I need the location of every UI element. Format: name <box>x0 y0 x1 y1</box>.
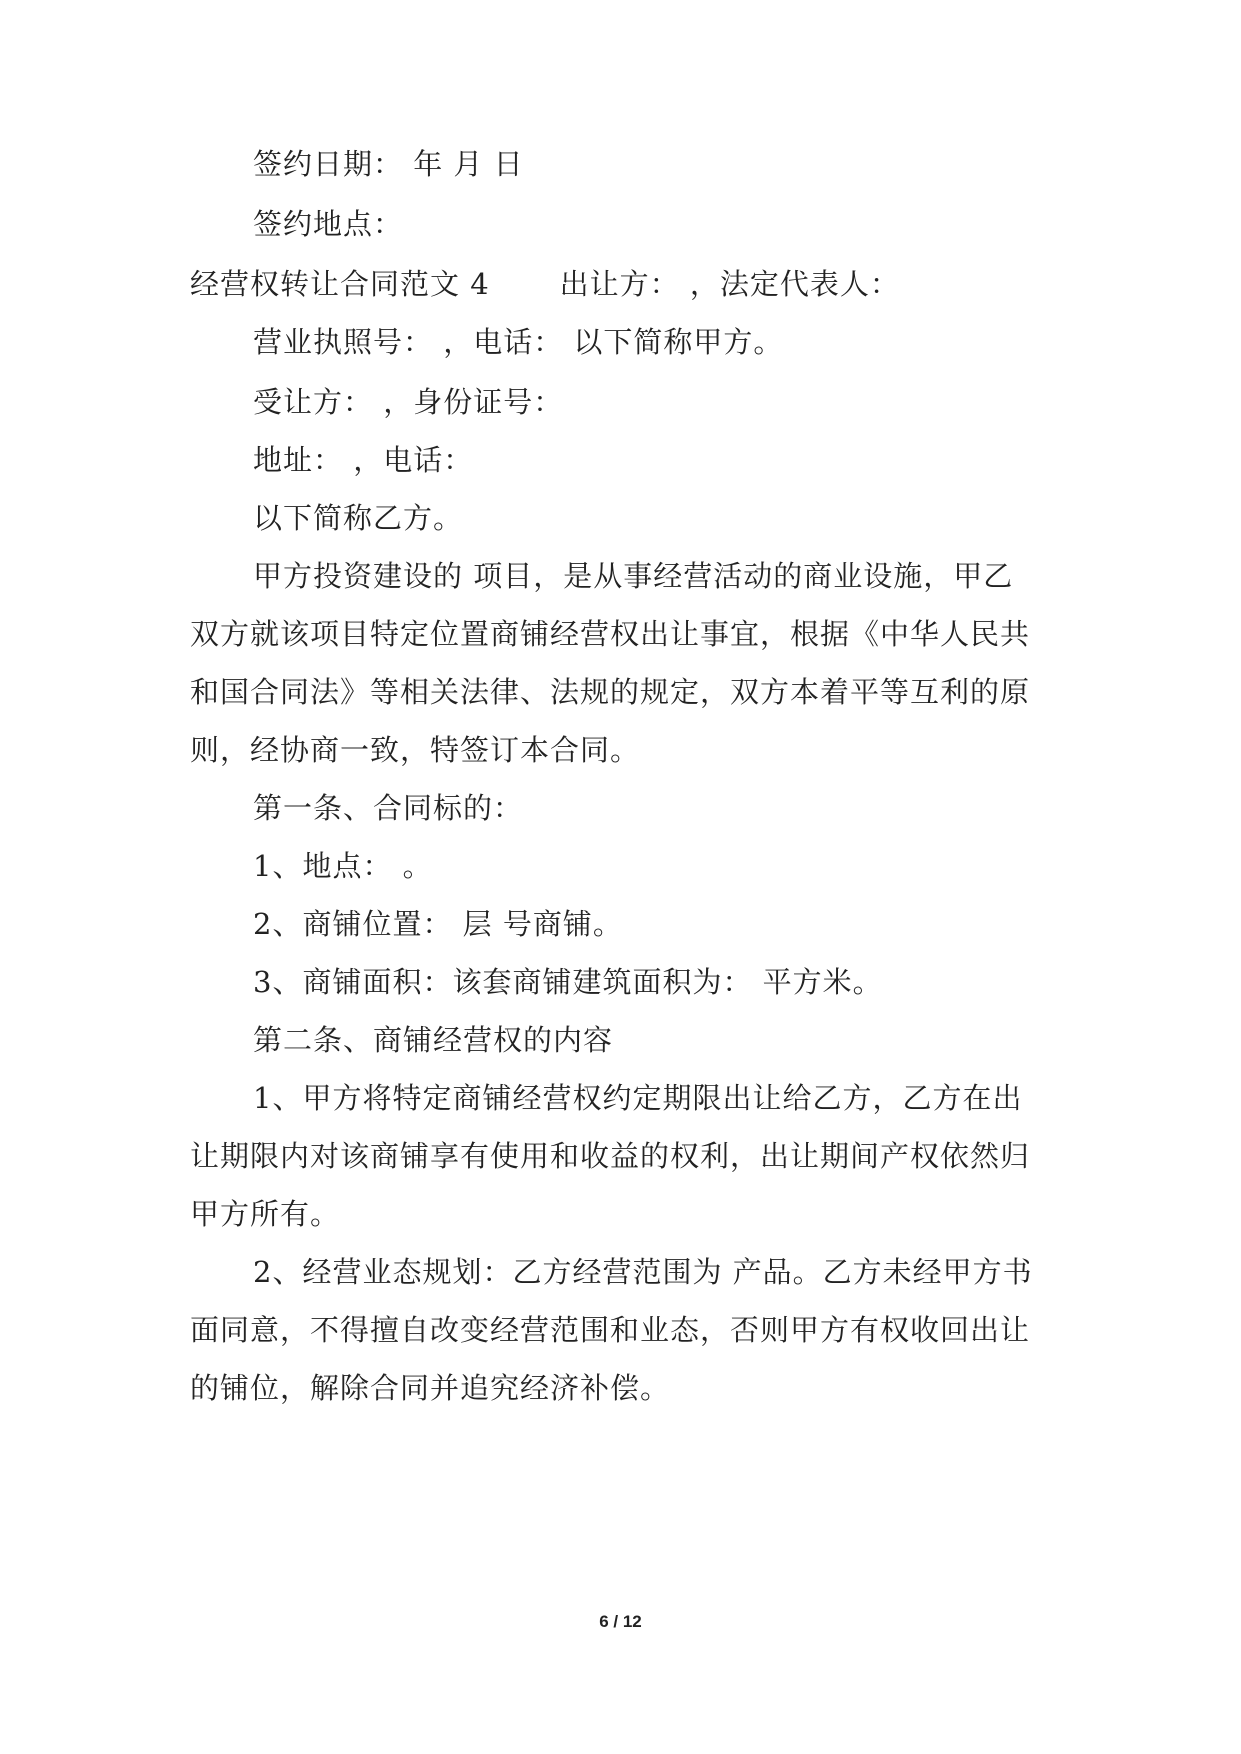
article-one-title: 第一条、合同标的： <box>253 791 524 825</box>
article-one-item-2: 2、商铺位置： 层 号商铺。 <box>253 907 623 941</box>
paragraph-line: 甲方投资建设的 项目，是从事经营活动的商业设施，甲乙 <box>253 559 1014 593</box>
paragraph-line: 1、甲方将特定商铺经营权约定期限出让给乙方，乙方在出 <box>253 1081 1023 1115</box>
address-line: 地址： ，电话： <box>253 443 474 477</box>
signing-place-line: 签约地点： <box>253 207 404 241</box>
page-number: 6 / 12 <box>599 1612 642 1631</box>
paragraph-line: 则，经协商一致，特签订本合同。 <box>190 733 641 767</box>
party-b-line: 以下简称乙方。 <box>253 501 464 535</box>
transferee-line: 受让方： ，身份证号： <box>253 385 564 419</box>
paragraph-line: 2、经营业态规划：乙方经营范围为 产品。乙方未经甲方书 <box>253 1255 1033 1289</box>
paragraph-line: 甲方所有。 <box>190 1197 341 1231</box>
paragraph-line: 和国合同法》等相关法律、法规的规定，双方本着平等互利的原 <box>190 675 1031 709</box>
paragraph-line: 面同意，不得擅自改变经营范围和业态，否则甲方有权收回出让 <box>190 1313 1031 1347</box>
paragraph-line: 双方就该项目特定位置商铺经营权出让事宜，根据《中华人民共 <box>190 617 1031 651</box>
business-license-line: 营业执照号： ，电话： 以下简称甲方。 <box>253 325 784 359</box>
article-two-title: 第二条、商铺经营权的内容 <box>253 1023 614 1057</box>
section-title: 经营权转让合同范文 4 <box>190 267 490 301</box>
article-one-item-1: 1、地点： 。 <box>253 849 433 883</box>
transferor-line: 出让方： ，法定代表人： <box>559 267 900 301</box>
paragraph-line: 的铺位，解除合同并追究经济补偿。 <box>190 1371 671 1405</box>
section-heading-line <box>190 264 1070 304</box>
paragraph-line: 让期限内对该商铺享有使用和收益的权利，出让期间产权依然归 <box>190 1139 1031 1173</box>
article-one-item-3: 3、商铺面积：该套商铺建筑面积为： 平方米。 <box>253 965 883 999</box>
signing-date-line: 签约日期： 年 月 日 <box>253 147 524 181</box>
